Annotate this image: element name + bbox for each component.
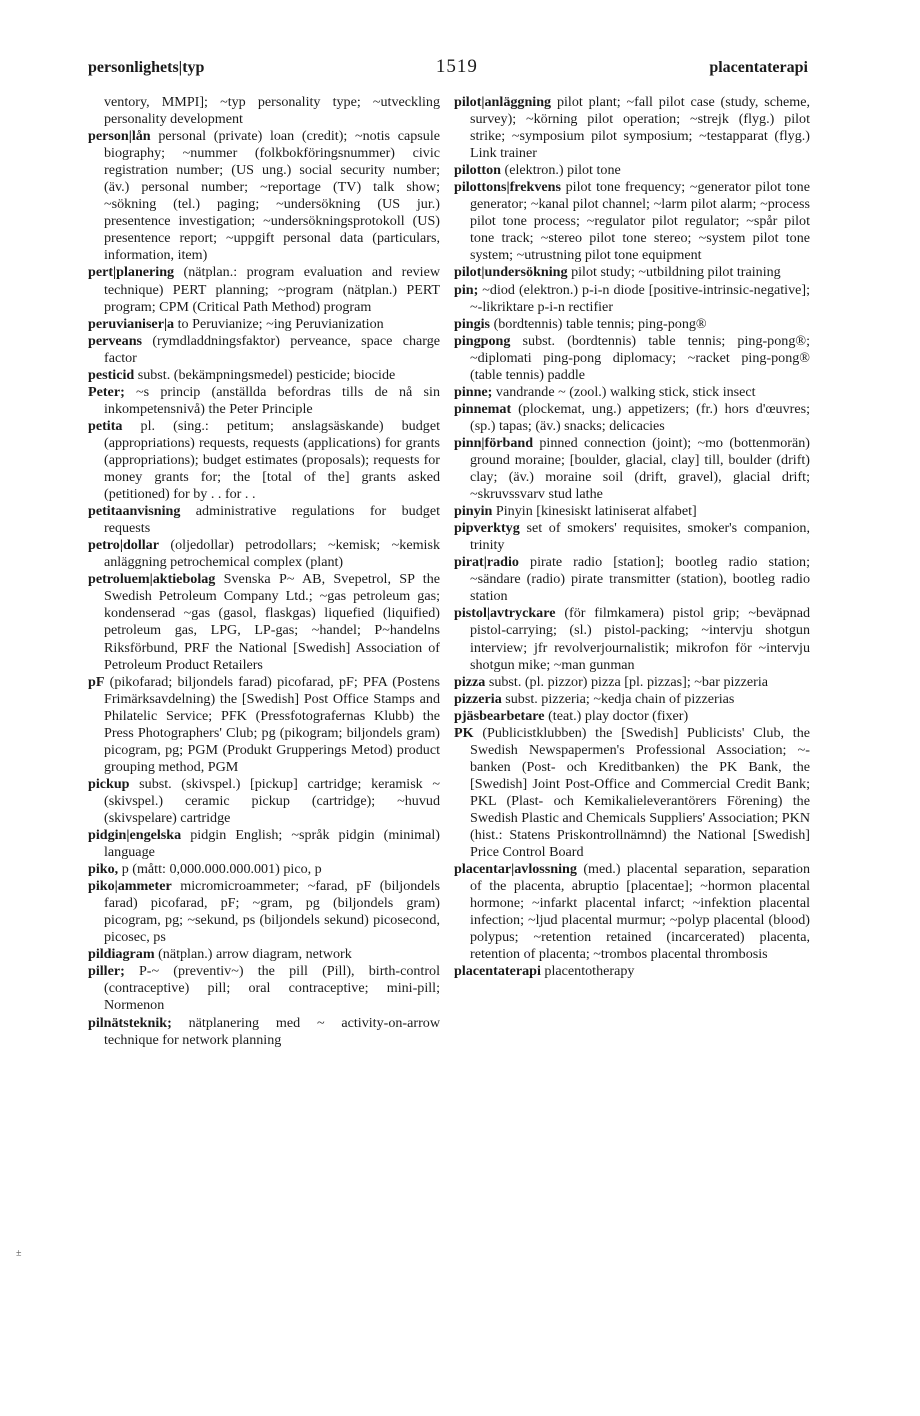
headword: placentar|avlossning <box>454 861 577 878</box>
headword: pinnemat <box>454 400 512 417</box>
headword: pert|planering <box>88 264 175 281</box>
headword: pilnätsteknik; <box>88 1014 172 1031</box>
dictionary-entry: pF (pikofarad; biljondels farad) picofarad, pF; PFA (Postens Frimärksavdelning) the [Swedish] Post Office Stamps and Philatelic Service; PFK (Pressfotografernas Klubb) the Press Photographers' Club; pg (pikogram; biljondels gram) picogram, pg; PGM (Produkt Grupperings Metod) product grouping method, PGM <box>88 673 440 775</box>
headword: pilottons|frekvens <box>454 179 561 196</box>
dictionary-entry: ventory, MMPI]; ~typ personality type; ~utveckling personality development <box>104 94 440 128</box>
dictionary-entry: pilnätsteknik; nätplanering med ~ activity-on-arrow technique for network planning <box>88 1014 440 1048</box>
headword: pingis <box>454 315 491 332</box>
dictionary-entry: pistol|avtryckare (för filmkamera) pistol grip; ~beväpnad pistol-carrying; (sl.) pistol-packing; ~intervju shotgun interview; jfr revolverjournalistik; mikrofon för ~intervju shotgun mike; ~man gunman <box>454 605 810 673</box>
headword: pistol|avtryckare <box>454 605 556 622</box>
dictionary-entry: placentaterapi placentotherapy <box>454 963 635 980</box>
right-column <box>454 94 810 980</box>
dictionary-entry: petroluem|aktiebolag Svenska P~ AB, Svepetrol, SP the Swedish Petroleum Company Ltd.; ~gas petroleum gas; kondenserad ~gas (gasol, flaskgas) liquefied (liquified) petroleum gas, LPG, LP-gas; ~handel; P~handelns Riksförbund, PRF the National [Swedish] Association of Petroleum Product Retailers <box>88 571 440 673</box>
dictionary-entry: pilottons|frekvens pilot tone frequency; ~generator pilot tone generator; ~kanal pilot channel; ~larm pilot alarm; ~process pilot tone process; ~regulator pilot regulator; ~spår pilot tone track; ~stereo pilot tone stereo; ~system pilot tone system; ~utrustning pilot tone equipment <box>454 179 810 264</box>
headword: pizzeria <box>454 690 502 707</box>
headword: piko, <box>88 861 119 878</box>
headword: piko|ammeter <box>88 878 172 895</box>
header-left-guideword: personlighets|typ <box>88 59 205 76</box>
headword: pilotton <box>454 162 501 179</box>
dictionary-entry: pickup subst. (skivspel.) [pickup] cartridge; keramisk ~ (skivspel.) ceramic pickup (cartridge); ~huvud (skivspelare) cartridge <box>88 775 440 826</box>
dictionary-entry: petro|dollar (oljedollar) petrodollars; ~kemisk; ~kemisk anläggning petrochemical complex (plant) <box>88 537 440 571</box>
dictionary-entry: perveans (rymdladdningsfaktor) perveance, space charge factor <box>88 332 440 366</box>
headword: person|lån <box>88 128 151 145</box>
headword: pinn|förband <box>454 434 534 451</box>
headword: pjäsbearbetare <box>454 707 545 724</box>
dictionary-entry: petitaanvisning administrative regulations for budget requests <box>88 503 440 537</box>
headword: pinyin <box>454 503 493 520</box>
headword: Peter; <box>88 383 125 400</box>
headword: pidgin|engelska <box>88 827 182 844</box>
headword: PK <box>454 724 474 741</box>
dictionary-entry: piko|ammeter micromicroammeter; ~farad, pF (biljondels farad) picofarad, pF; ~gram, pg (biljondels gram) picogram, pg; ~sekund, ps (biljondels sekund) picosecond, picosec, ps <box>88 878 440 946</box>
dictionary-entry: placentar|avlossning (med.) placental separation, separation of the placenta, abruptio [placentae]; ~hormon placental hormone; ~infarkt placental infarct; ~infektion placental infection; ~ljud placental murmur; ~polyp placental (blood) polypus; ~retention retained (incarcerated) placenta, retention of placenta; ~trombos placental thrombosis <box>454 861 810 963</box>
dictionary-entry: piller; P-~ (preventiv~) the pill (Pill), birth-control (contraceptive) pill; oral contraceptive; mini-pill; Normenon <box>88 963 440 1014</box>
dictionary-entry: pipverktyg set of smokers' requisites, smoker's companion, trinity <box>454 520 810 554</box>
dictionary-entry: piko, p (mått: 0,000.000.000.001) pico, p <box>88 861 322 878</box>
headword: placentaterapi <box>454 963 541 980</box>
dictionary-entry: pilot|anläggning pilot plant; ~fall pilot case (study, scheme, survey); ~körning pilot operation; ~strejk (flyg.) pilot strike; ~symposium pilot symposium; ~testapparat (flyg.) Link trainer <box>454 94 810 162</box>
dictionary-entry: pilotton (elektron.) pilot tone <box>454 162 621 179</box>
headword: petita <box>88 417 123 434</box>
headword: pirat|radio <box>454 554 519 571</box>
dictionary-entry: pildiagram (nätplan.) arrow diagram, network <box>88 946 352 963</box>
headword: pildiagram <box>88 946 155 963</box>
page-number: 1519 <box>435 56 478 77</box>
headword: pesticid <box>88 366 135 383</box>
headword: pizza <box>454 673 486 690</box>
headword: pipverktyg <box>454 520 520 537</box>
headword: pinne; <box>454 383 493 400</box>
left-column <box>88 94 440 1049</box>
dictionary-entry: pingpong subst. (bordtennis) table tennis; ping-pong®; ~diplomati ping-pong diplomacy; ~racket ping-pong® (table tennis) paddle <box>454 332 810 383</box>
headword: petitaanvisning <box>88 503 181 520</box>
dictionary-entry: pert|planering (nätplan.: program evaluation and review technique) PERT planning; ~program (nätplan.) PERT program; CPM (Critical Path Method) program <box>88 264 440 315</box>
dictionary-entry: person|lån personal (private) loan (credit); ~notis capsule biography; ~nummer (folkbokföringsnummer) civic registration number; (US ung.) social security number; (äv.) personal number; ~reportage (TV) talk show; ~sökning (tel.) paging; ~undersökning (US jur.) presentence investigation; ~undersökningsprotokoll (US) presentence report; ~uppgift personal data (particulars, information, item) <box>88 128 440 264</box>
headword: peruvianiser|a <box>88 315 175 332</box>
dictionary-entry: PK (Publicistklubben) the [Swedish] Publicists' Club, the Swedish Newspapermen's Professional Association; ~-banken (Post- och Kreditbanken) the PK Bank, the [Swedish] Joint Post-Office and Commercial Credit Bank; PKL (Plast- och Kemikalieleverantörers Förening) the Swedish Plastic and Chemicals Suppliers' Association; PKN (hist.: Statens Priskontrollnämnd) the National [Swedish] Price Control Board <box>454 724 810 861</box>
dictionary-entry: pinne; vandrande ~ (zool.) walking stick, stick insect <box>454 383 756 400</box>
headword: perveans <box>88 332 143 349</box>
dictionary-entry: pirat|radio pirate radio [station]; bootleg radio station; ~sändare (radio) pirate transmitter (station), bootleg radio station <box>454 554 810 605</box>
headword: pingpong <box>454 332 511 349</box>
headword: pF <box>88 673 105 690</box>
running-header <box>88 56 808 80</box>
headword: pilot|anläggning <box>454 94 552 110</box>
dictionary-entry: pinnemat (plockemat, ung.) appetizers; (fr.) hors d'œuvres; (sp.) tapas; (äv.) snacks; delicacies <box>454 400 810 434</box>
headword: pickup <box>88 775 130 792</box>
dictionary-entry: Peter; ~s princip (anställda befordras tills de nå sin inkompetensnivå) the Peter Principle <box>88 383 440 417</box>
headword: piller; <box>88 963 125 980</box>
dictionary-entry: pesticid subst. (bekämpningsmedel) pesticide; biocide <box>88 366 396 383</box>
dictionary-entry: pilot|undersökning pilot study; ~utbildning pilot training <box>454 264 781 281</box>
headword: petroluem|aktiebolag <box>88 571 216 588</box>
dictionary-entry: pizzeria subst. pizzeria; ~kedja chain of pizzerias <box>454 690 735 707</box>
dictionary-entry: pinn|förband pinned connection (joint); ~mo (bottenmorän) ground moraine; [boulder, glacial, clay] till, boulder (drift) clay; (äv.) moraine soil (drift, gravel), glacial drift; ~skruvssvarv stud lathe <box>454 434 810 503</box>
headword: pilot|undersökning <box>454 264 568 281</box>
dictionary-entry: pingis (bordtennis) table tennis; ping-pong® <box>454 315 707 332</box>
dictionary-entry: pin; ~diod (elektron.) p-i-n diode [positive-intrinsic-negative]; ~-likriktare p-i-n rectifier <box>454 281 810 315</box>
dictionary-entry: pizza subst. (pl. pizzor) pizza [pl. pizzas]; ~bar pizzeria <box>454 673 769 690</box>
dictionary-entry: pinyin Pinyin [kinesiskt latiniserat alfabet] <box>454 503 697 520</box>
margin-mark: ± <box>16 1248 22 1259</box>
dictionary-entry: petita pl. (sing.: petitum; anslagsäskande) budget (appropriations) requests, requests (applications) for grants (appropriations); budget estimates (proposals); requests for money grants for; the [total of the] grants asked (petitioned) for by . . for . . <box>88 417 440 503</box>
headword: pin; <box>454 281 479 298</box>
dictionary-entry: peruvianiser|a to Peruvianize; ~ing Peruvianization <box>88 315 384 332</box>
dictionary-entry: pjäsbearbetare (teat.) play doctor (fixer) <box>454 707 689 724</box>
headword: petro|dollar <box>88 537 159 554</box>
header-right-guideword: placentaterapi <box>709 59 808 76</box>
dictionary-entry: pidgin|engelska pidgin English; ~språk pidgin (minimal) language <box>88 827 440 861</box>
